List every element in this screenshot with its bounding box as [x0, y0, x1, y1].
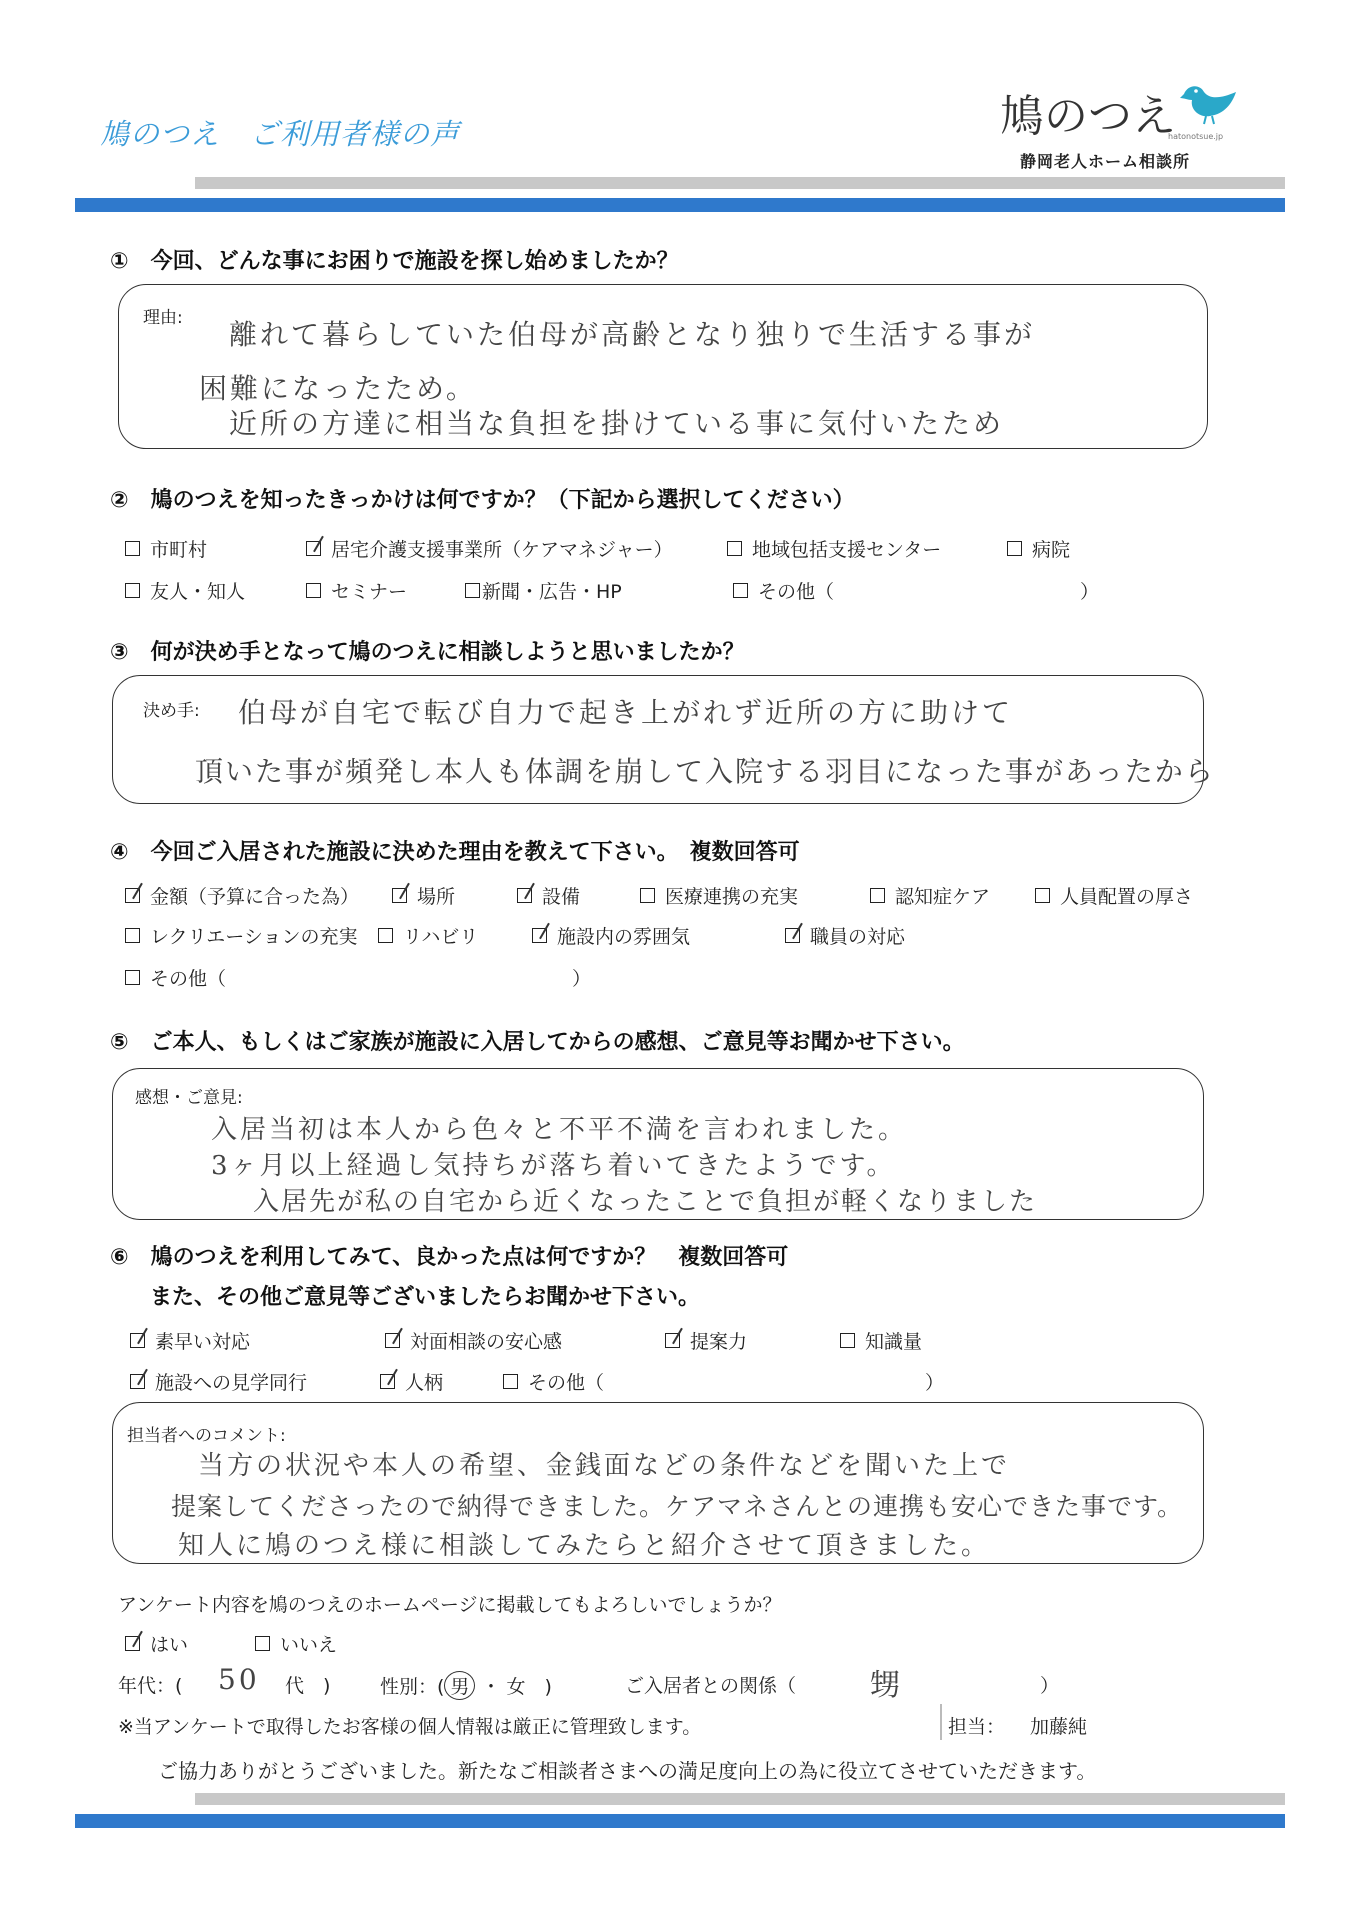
q2-option-city[interactable]: 市町村: [125, 535, 207, 562]
comment-line-2: 提案してくださったので納得できました。ケアマネさんとの連携も安心できた事です。: [171, 1492, 1184, 1521]
checkbox[interactable]: [1035, 888, 1050, 903]
answer-box-5-label: 感想・ご意見:: [135, 1088, 243, 1108]
q2-option-newspaper[interactable]: 新聞・広告・HP: [465, 577, 622, 604]
question-3-title: ③ 何が決め手となって鳩のつえに相談しようと思いましたか？: [110, 640, 745, 665]
bird-icon: [1178, 80, 1242, 126]
q4-option-rehab[interactable]: リハビリ: [378, 922, 478, 949]
page-title: 鳩のつえ ご利用者様の声: [100, 117, 461, 151]
checkbox[interactable]: [255, 1636, 270, 1651]
checkbox[interactable]: [465, 583, 480, 598]
q6-option-other[interactable]: その他（: [503, 1368, 604, 1395]
checkbox-checked[interactable]: [392, 888, 407, 903]
checkbox-checked[interactable]: [130, 1333, 145, 1348]
checkbox[interactable]: [727, 541, 742, 556]
checkbox-checked[interactable]: [125, 888, 140, 903]
q6-option-knowledge[interactable]: 知識量: [840, 1327, 922, 1354]
checkbox[interactable]: [125, 970, 140, 985]
question-5-title: ⑤ ご本人、もしくはご家族が施設に入居してからの感想、ご意見等お聞かせ下さい。: [110, 1030, 965, 1055]
q6-option-visit-accompany[interactable]: 施設への見学同行: [130, 1368, 307, 1395]
checkbox-checked[interactable]: [785, 928, 800, 943]
comment-box: [112, 1402, 1204, 1564]
staff-label: 担当：: [948, 1716, 1006, 1738]
thanks-message: ご協力ありがとうございました。新たなご相談者さまへの満足度向上の為に役立てさせていただきます。: [158, 1759, 1097, 1783]
checkbox[interactable]: [125, 583, 140, 598]
relation-close: ）: [1040, 1675, 1060, 1697]
checkbox-checked[interactable]: [517, 888, 532, 903]
q2-option-hospital[interactable]: 病院: [1007, 535, 1070, 562]
comment-line-1: 当方の状況や本人の希望、金銭面などの条件などを聞いた上で: [198, 1451, 1011, 1481]
checkbox[interactable]: [870, 888, 885, 903]
logo-url: hatonotsue.jp: [1168, 132, 1224, 141]
checkbox-checked[interactable]: [532, 928, 547, 943]
question-6-subtitle: また、その他ご意見等ございましたらお聞かせ下さい。: [150, 1285, 701, 1310]
age-value: 50: [218, 1663, 260, 1696]
age-label: 年代：(: [118, 1675, 183, 1697]
question-4-title: ④ 今回ご入居された施設に決めた理由を教えて下さい。 複数回答可: [110, 840, 800, 865]
staff-name: 加藤純: [1030, 1716, 1088, 1738]
relation-label: ご入居者との関係（: [625, 1675, 797, 1697]
q4-option-recreation[interactable]: レクリエーションの充実: [125, 922, 357, 949]
logo-name: 鳩のつえ: [1000, 91, 1176, 142]
q4-option-price[interactable]: 金額（予算に合った為）: [125, 882, 359, 909]
checkbox[interactable]: [125, 541, 140, 556]
publish-yes[interactable]: はい: [125, 1630, 188, 1657]
checkbox-checked[interactable]: [125, 1636, 140, 1651]
gender-field: 性別：( 男 ・ 女 ): [380, 1671, 552, 1700]
checkbox[interactable]: [733, 583, 748, 598]
answer-box-1: [118, 284, 1208, 449]
checkbox-checked[interactable]: [665, 1333, 680, 1348]
logo: [1000, 80, 1270, 180]
q2-option-regional-center[interactable]: 地域包括支援センター: [727, 535, 941, 562]
privacy-note: ※当アンケートで取得したお客様の個人情報は厳正に管理致します。: [118, 1716, 702, 1738]
checkbox-checked[interactable]: [380, 1374, 395, 1389]
answer-box-3-label: 決め手:: [143, 701, 200, 721]
q6-option-quick-response[interactable]: 素早い対応: [130, 1327, 250, 1354]
answer-5-line-3: 入居先が私の自宅から近くなったことで負担が軽くなりました: [253, 1187, 1038, 1217]
answer-5-line-1: 入居当初は本人から色々と不平不満を言われました。: [211, 1115, 908, 1145]
checkbox[interactable]: [503, 1374, 518, 1389]
q4-option-location[interactable]: 場所: [392, 882, 455, 909]
publish-question: アンケート内容を鳩のつえのホームページに掲載してもよろしいでしょうか？: [118, 1594, 782, 1616]
q2-option-friend[interactable]: 友人・知人: [125, 577, 245, 604]
age-unit: 代 ): [285, 1675, 331, 1697]
q2-option-seminar[interactable]: セミナー: [306, 577, 407, 604]
q4-option-other[interactable]: その他（: [125, 964, 226, 991]
q4-option-atmosphere[interactable]: 施設内の雰囲気: [532, 922, 690, 949]
answer-3-line-2: 頂いた事が頻発し本人も体調を崩して入院する羽目になった事があったから: [195, 755, 1215, 788]
checkbox-checked[interactable]: [306, 541, 321, 556]
gender-male-circled: 男: [444, 1671, 475, 1700]
q6-option-face-to-face[interactable]: 対面相談の安心感: [385, 1327, 562, 1354]
answer-3-line-1: 伯母が自宅で転び自力で起き上がれず近所の方に助けて: [238, 696, 1014, 729]
checkbox[interactable]: [306, 583, 321, 598]
question-6-title: ⑥ 鳩のつえを利用してみて、良かった点は何ですか？ 複数回答可: [110, 1245, 789, 1270]
answer-box-3: [112, 675, 1215, 804]
answer-1-line-2: 困難になったため。: [199, 372, 477, 405]
footer-divider-blue: [75, 1814, 1285, 1828]
checkbox[interactable]: [840, 1333, 855, 1348]
checkbox[interactable]: [125, 928, 140, 943]
checkbox-checked[interactable]: [385, 1333, 400, 1348]
q4-option-facilities[interactable]: 設備: [517, 882, 580, 909]
logo-subtitle: 静岡老人ホーム相談所: [1020, 152, 1191, 171]
header-divider-grey: [195, 177, 1285, 189]
q2-other-close: ）: [1080, 581, 1100, 603]
publish-no[interactable]: いいえ: [255, 1630, 337, 1657]
header-divider-blue: [75, 198, 1285, 212]
q6-option-proposal[interactable]: 提案力: [665, 1327, 747, 1354]
divider: [940, 1704, 942, 1740]
checkbox-checked[interactable]: [130, 1374, 145, 1389]
answer-1-line-3: 近所の方達に相当な負担を掛けている事に気付いたため: [229, 407, 1005, 440]
q2-option-care-manager[interactable]: 居宅介護支援事業所（ケアマネジャー）: [306, 535, 673, 562]
comment-box-label: 担当者へのコメント:: [127, 1426, 286, 1446]
answer-5-line-2: 3ヶ月以上経過し気持ちが落ち着いてきたようです。: [211, 1151, 896, 1181]
q4-option-staffing[interactable]: 人員配置の厚さ: [1035, 882, 1193, 909]
q6-other-close: ）: [925, 1372, 945, 1394]
checkbox[interactable]: [378, 928, 393, 943]
question-2-title: ② 鳩のつえを知ったきっかけは何ですか？（下記から選択してください）: [110, 488, 855, 513]
relation-value: 甥: [870, 1668, 903, 1703]
answer-box-1-label: 理由:: [143, 308, 183, 328]
answer-1-line-1: 離れて暮らしていた伯母が高齢となり独りで生活する事が: [229, 318, 1036, 351]
checkbox[interactable]: [1007, 541, 1022, 556]
q2-option-other[interactable]: その他（: [733, 577, 834, 604]
comment-line-3: 知人に鳩のつえ様に相談してみたらと紹介させて頂きました。: [178, 1531, 991, 1561]
checkbox[interactable]: [640, 888, 655, 903]
q4-option-dementia-care[interactable]: 認知症ケア: [870, 882, 990, 909]
q4-other-close: ）: [572, 968, 592, 990]
q6-option-personality[interactable]: 人柄: [380, 1368, 443, 1395]
footer-divider-grey: [195, 1793, 1285, 1805]
q4-option-staff-response[interactable]: 職員の対応: [785, 922, 905, 949]
q4-option-medical[interactable]: 医療連携の充実: [640, 882, 798, 909]
question-1-title: ① 今回、どんな事にお困りで施設を探し始めましたか？: [110, 249, 679, 274]
answer-box-5: [112, 1068, 1204, 1220]
